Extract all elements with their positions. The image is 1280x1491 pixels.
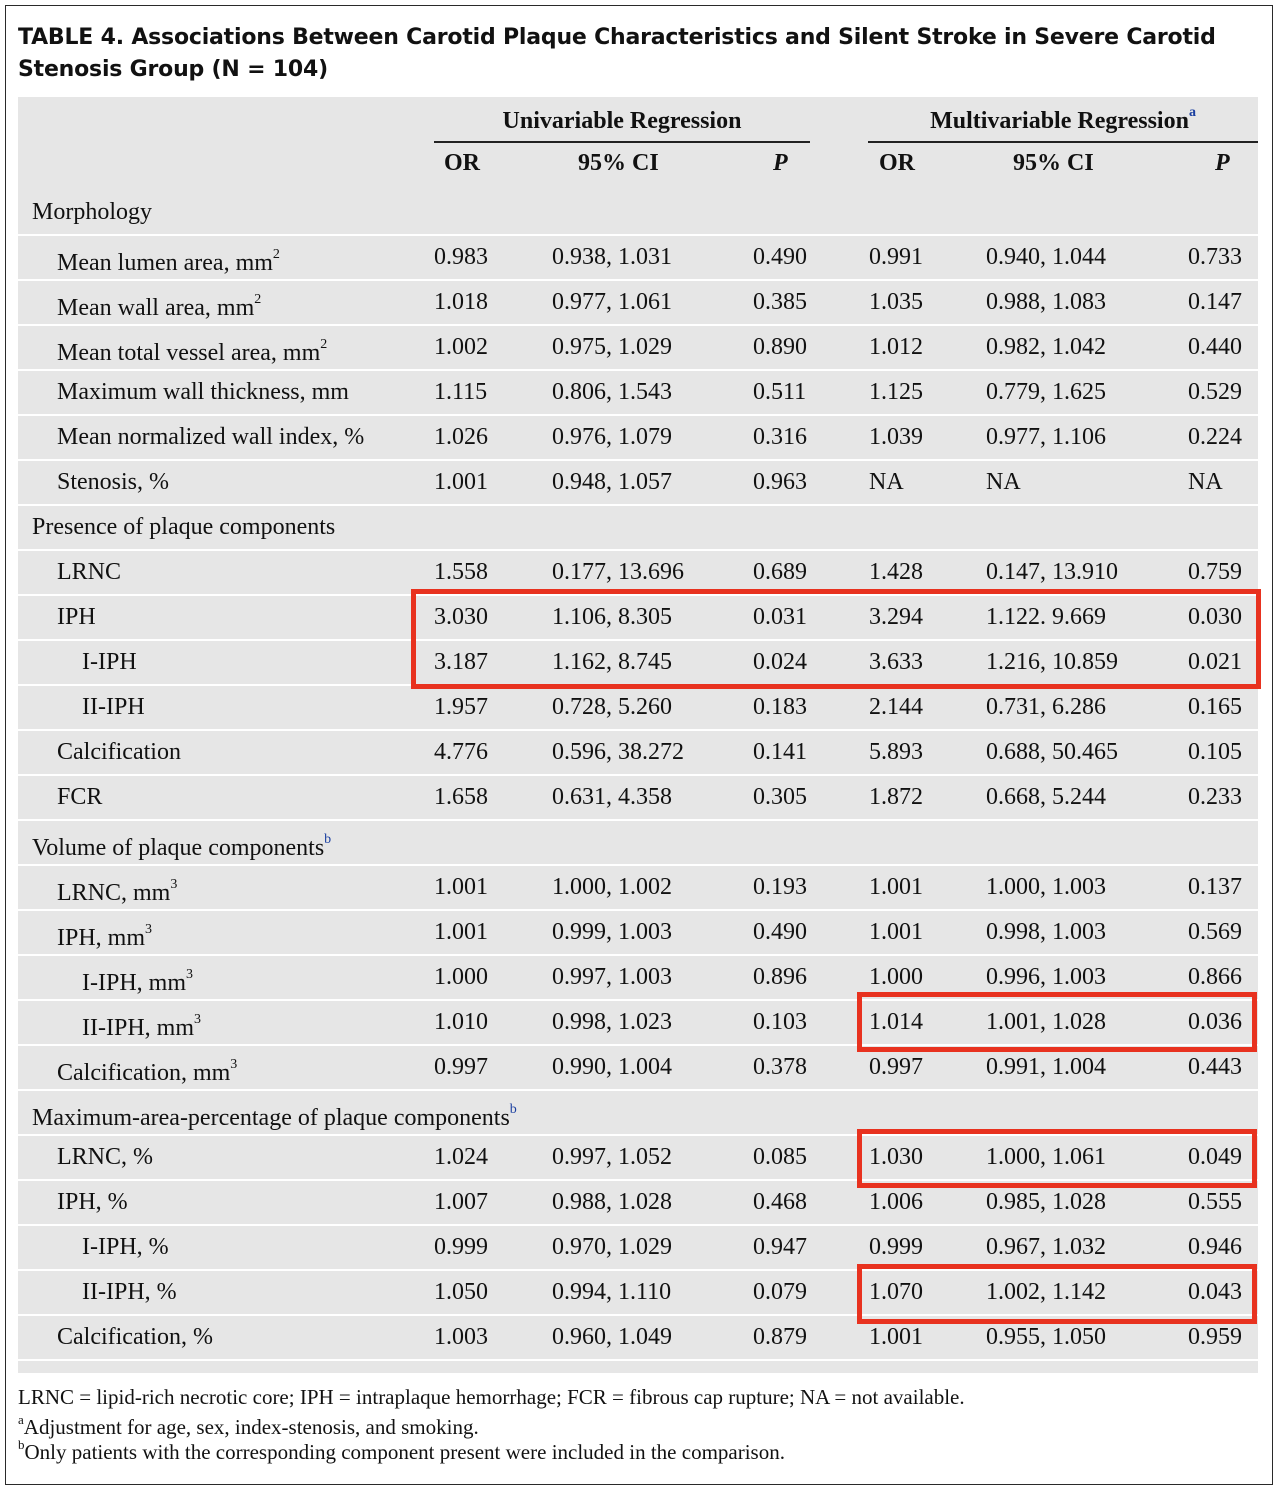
cell-ci-multivariable: 0.731, 6.286 bbox=[986, 694, 1106, 720]
cell-p-multivariable: 0.440 bbox=[1188, 334, 1242, 360]
cell-or-univariable: 0.983 bbox=[434, 244, 488, 270]
row-label-text: Mean lumen area, mm bbox=[57, 250, 273, 276]
cell-p-multivariable: 0.147 bbox=[1188, 289, 1242, 315]
section-footnote-ref: b bbox=[324, 832, 332, 847]
cell-ci-multivariable: 0.988, 1.083 bbox=[986, 289, 1106, 315]
cell-or-univariable: 1.024 bbox=[434, 1144, 488, 1170]
cell-ci-multivariable: 0.998, 1.003 bbox=[986, 919, 1106, 945]
col-header-p-multivariable: P bbox=[1215, 150, 1230, 176]
footnote-b-mark: b bbox=[18, 1437, 25, 1452]
cell-p-multivariable: 0.529 bbox=[1188, 379, 1242, 405]
row-label-unit-exponent: 3 bbox=[186, 967, 193, 982]
cell-or-multivariable: 1.001 bbox=[869, 1324, 923, 1350]
cell-or-multivariable: 1.039 bbox=[869, 424, 923, 450]
row-label-unit-exponent: 3 bbox=[230, 1057, 238, 1072]
footnote-a-text: Adjustment for age, sex, index-stenosis, and smoking. bbox=[23, 1415, 479, 1439]
table-row bbox=[18, 370, 1258, 415]
cell-ci-univariable: 0.977, 1.061 bbox=[552, 289, 672, 315]
row-label-text: FCR bbox=[57, 784, 103, 810]
cell-or-univariable: 3.030 bbox=[434, 604, 488, 630]
cell-ci-multivariable: 0.668, 5.244 bbox=[986, 784, 1106, 810]
row-label-text: I-IPH, mm bbox=[82, 970, 186, 996]
row-label bbox=[82, 685, 145, 730]
row-label-text: IPH, % bbox=[57, 1189, 128, 1215]
cell-or-univariable: 1.050 bbox=[434, 1279, 488, 1305]
cell-ci-univariable: 0.990, 1.004 bbox=[552, 1054, 672, 1080]
cell-or-univariable: 3.187 bbox=[434, 649, 488, 675]
cell-ci-univariable: 0.938, 1.031 bbox=[552, 244, 672, 270]
cell-p-univariable: 0.879 bbox=[753, 1324, 807, 1350]
section-label bbox=[32, 1090, 517, 1135]
row-label bbox=[57, 775, 102, 820]
row-label bbox=[82, 955, 193, 1000]
cell-p-univariable: 0.511 bbox=[753, 379, 807, 405]
cell-p-univariable: 0.689 bbox=[753, 559, 807, 585]
table-row bbox=[18, 460, 1258, 505]
cell-or-univariable: 0.999 bbox=[434, 1234, 488, 1260]
cell-ci-univariable: 0.631, 4.358 bbox=[552, 784, 672, 810]
row-divider bbox=[18, 1359, 1258, 1361]
cell-ci-multivariable: 0.977, 1.106 bbox=[986, 424, 1106, 450]
cell-ci-univariable: 0.806, 1.543 bbox=[552, 379, 672, 405]
row-label bbox=[82, 1225, 169, 1270]
cell-or-univariable: 1.001 bbox=[434, 919, 488, 945]
row-label bbox=[57, 415, 364, 460]
section-label-text: Presence of plaque components bbox=[32, 514, 336, 540]
section-label bbox=[32, 505, 335, 550]
col-header-or-multivariable: OR bbox=[879, 150, 915, 176]
table-row bbox=[18, 235, 1258, 280]
row-label bbox=[57, 460, 169, 505]
univariable-rule bbox=[434, 141, 810, 143]
cell-ci-univariable: 0.997, 1.052 bbox=[552, 1144, 672, 1170]
section-header-row bbox=[18, 820, 1258, 865]
table-row bbox=[18, 325, 1258, 370]
section-label bbox=[32, 190, 152, 235]
univariable-header-label: Univariable Regression bbox=[502, 108, 742, 134]
cell-or-univariable: 1.026 bbox=[434, 424, 488, 450]
cell-or-multivariable: 2.144 bbox=[869, 694, 923, 720]
footnote-b bbox=[18, 1434, 785, 1465]
cell-p-multivariable: 0.443 bbox=[1188, 1054, 1242, 1080]
section-label-text: Maximum-area-percentage of plaque components bbox=[32, 1105, 510, 1131]
cell-p-multivariable: 0.759 bbox=[1188, 559, 1242, 585]
cell-p-univariable: 0.490 bbox=[753, 244, 807, 270]
cell-or-multivariable: 0.999 bbox=[869, 1234, 923, 1260]
cell-p-multivariable: 0.224 bbox=[1188, 424, 1242, 450]
cell-ci-multivariable: 0.940, 1.044 bbox=[986, 244, 1106, 270]
table-row bbox=[18, 415, 1258, 460]
cell-p-multivariable: 0.021 bbox=[1188, 649, 1242, 675]
cell-ci-univariable: 0.960, 1.049 bbox=[552, 1324, 672, 1350]
cell-or-univariable: 1.000 bbox=[434, 964, 488, 990]
footnote-a-mark: a bbox=[18, 1412, 24, 1427]
cell-p-univariable: 0.141 bbox=[753, 739, 807, 765]
cell-ci-multivariable: 0.688, 50.465 bbox=[986, 739, 1118, 765]
cell-or-univariable: 1.001 bbox=[434, 469, 488, 495]
row-label-text: Mean normalized wall index, % bbox=[57, 424, 365, 450]
section-label-text: Volume of plaque components bbox=[32, 835, 325, 861]
row-label-text: II-IPH, mm bbox=[82, 1015, 194, 1041]
table-title: TABLE 4. Associations Between Carotid Plaque Characteristics and Silent Stroke in Severe Carotid Stenosis Group (N = 104) bbox=[18, 25, 1216, 82]
highlight-box-iph-presence bbox=[411, 589, 1261, 689]
highlight-box-lrnc-percentage bbox=[857, 1129, 1257, 1188]
cell-or-univariable: 1.018 bbox=[434, 289, 488, 315]
multivariable-rule bbox=[868, 141, 1258, 143]
cell-p-multivariable: 0.959 bbox=[1188, 1324, 1242, 1350]
table-row bbox=[18, 910, 1258, 955]
cell-or-multivariable: 1.030 bbox=[869, 1144, 923, 1170]
row-label-text: IPH bbox=[57, 604, 96, 630]
cell-p-univariable: 0.490 bbox=[753, 919, 807, 945]
row-label bbox=[57, 865, 177, 910]
cell-p-univariable: 0.468 bbox=[753, 1189, 807, 1215]
cell-or-multivariable: NA bbox=[869, 469, 904, 495]
row-label bbox=[57, 1180, 128, 1225]
cell-p-univariable: 0.947 bbox=[753, 1234, 807, 1260]
cell-p-multivariable: 0.030 bbox=[1188, 604, 1242, 630]
cell-p-univariable: 0.305 bbox=[753, 784, 807, 810]
row-label bbox=[57, 325, 327, 370]
multivariable-footnote-ref: a bbox=[1188, 105, 1196, 120]
cell-ci-univariable: 0.596, 38.272 bbox=[552, 739, 684, 765]
section-footnote-ref: b bbox=[509, 1102, 517, 1117]
cell-or-univariable: 4.776 bbox=[434, 739, 488, 765]
row-label-text: I-IPH, % bbox=[82, 1234, 169, 1260]
cell-p-multivariable: 0.165 bbox=[1188, 694, 1242, 720]
cell-ci-univariable: 0.948, 1.057 bbox=[552, 469, 672, 495]
row-label bbox=[57, 1045, 237, 1090]
multivariable-header bbox=[868, 105, 1258, 135]
section-header-row bbox=[18, 505, 1258, 550]
cell-or-multivariable: 1.070 bbox=[869, 1279, 923, 1305]
table-row bbox=[18, 775, 1258, 820]
footnote-abbreviations: LRNC = lipid-rich necrotic core; IPH = intraplaque hemorrhage; FCR = fibrous cap rupture; NA = not available. bbox=[18, 1385, 965, 1409]
row-label-unit-exponent: 3 bbox=[145, 922, 153, 937]
footnote-b-text: Only patients with the corresponding component present were included in the comparison. bbox=[24, 1440, 785, 1464]
cell-ci-univariable: 0.177, 13.696 bbox=[552, 559, 684, 585]
row-label-unit-exponent: 2 bbox=[272, 247, 280, 262]
table-row bbox=[18, 280, 1258, 325]
cell-or-univariable: 1.001 bbox=[434, 874, 488, 900]
section-header-row bbox=[18, 190, 1258, 235]
row-label-text: Mean total vessel area, mm bbox=[57, 340, 321, 366]
row-label-text: Stenosis, % bbox=[57, 469, 170, 495]
section-label-text: Morphology bbox=[32, 199, 152, 225]
cell-ci-univariable: 0.997, 1.003 bbox=[552, 964, 672, 990]
cell-or-univariable: 1.002 bbox=[434, 334, 488, 360]
cell-or-multivariable: 1.000 bbox=[869, 964, 923, 990]
highlight-box-ii-iph-volume bbox=[857, 992, 1257, 1052]
cell-p-multivariable: 0.733 bbox=[1188, 244, 1242, 270]
table-row bbox=[18, 730, 1258, 775]
cell-ci-univariable: 0.970, 1.029 bbox=[552, 1234, 672, 1260]
row-label bbox=[82, 1270, 177, 1315]
multivariable-header-label: Multivariable Regression bbox=[930, 108, 1189, 134]
cell-ci-univariable: 0.998, 1.023 bbox=[552, 1009, 672, 1035]
cell-p-multivariable: NA bbox=[1188, 469, 1223, 495]
table-row bbox=[18, 685, 1258, 730]
cell-p-multivariable: 0.043 bbox=[1188, 1279, 1242, 1305]
row-label-unit-exponent: 3 bbox=[193, 1012, 201, 1027]
cell-or-multivariable: 0.991 bbox=[869, 244, 923, 270]
cell-p-univariable: 0.963 bbox=[753, 469, 807, 495]
cell-ci-multivariable: 1.000, 1.061 bbox=[986, 1144, 1106, 1170]
cell-p-univariable: 0.031 bbox=[753, 604, 807, 630]
cell-p-univariable: 0.085 bbox=[753, 1144, 807, 1170]
cell-p-multivariable: 0.866 bbox=[1188, 964, 1242, 990]
cell-p-univariable: 0.378 bbox=[753, 1054, 807, 1080]
table-row bbox=[18, 865, 1258, 910]
cell-ci-multivariable: 0.147, 13.910 bbox=[986, 559, 1118, 585]
cell-ci-multivariable: 1.000, 1.003 bbox=[986, 874, 1106, 900]
col-header-ci-univariable: 95% CI bbox=[578, 150, 659, 176]
cell-p-univariable: 0.193 bbox=[753, 874, 807, 900]
cell-ci-multivariable: NA bbox=[986, 469, 1021, 495]
row-label-text: IPH, mm bbox=[57, 925, 146, 951]
row-label-unit-exponent: 2 bbox=[320, 337, 328, 352]
cell-ci-multivariable: 1.216, 10.859 bbox=[986, 649, 1118, 675]
cell-p-univariable: 0.890 bbox=[753, 334, 807, 360]
cell-ci-multivariable: 0.967, 1.032 bbox=[986, 1234, 1106, 1260]
cell-ci-univariable: 0.975, 1.029 bbox=[552, 334, 672, 360]
cell-p-univariable: 0.183 bbox=[753, 694, 807, 720]
row-label-unit-exponent: 2 bbox=[254, 292, 262, 307]
row-label bbox=[57, 280, 261, 325]
cell-or-multivariable: 1.012 bbox=[869, 334, 923, 360]
cell-or-multivariable: 0.997 bbox=[869, 1054, 923, 1080]
cell-ci-univariable: 0.994, 1.110 bbox=[552, 1279, 672, 1305]
cell-ci-univariable: 0.988, 1.028 bbox=[552, 1189, 672, 1215]
cell-ci-multivariable: 0.985, 1.028 bbox=[986, 1189, 1106, 1215]
cell-ci-multivariable: 1.001, 1.028 bbox=[986, 1009, 1106, 1035]
row-label-text: II-IPH, % bbox=[82, 1279, 177, 1305]
cell-ci-univariable: 0.976, 1.079 bbox=[552, 424, 672, 450]
cell-ci-multivariable: 0.779, 1.625 bbox=[986, 379, 1106, 405]
cell-p-univariable: 0.896 bbox=[753, 964, 807, 990]
cell-or-multivariable: 1.001 bbox=[869, 919, 923, 945]
cell-or-multivariable: 1.125 bbox=[869, 379, 923, 405]
cell-or-univariable: 1.115 bbox=[434, 379, 488, 405]
cell-or-multivariable: 5.893 bbox=[869, 739, 923, 765]
row-label-text: I-IPH bbox=[82, 649, 137, 675]
cell-ci-multivariable: 0.955, 1.050 bbox=[986, 1324, 1106, 1350]
row-label bbox=[82, 640, 137, 685]
cell-p-multivariable: 0.233 bbox=[1188, 784, 1242, 810]
row-label bbox=[57, 235, 280, 280]
col-header-p-univariable: P bbox=[773, 150, 788, 176]
cell-p-multivariable: 0.105 bbox=[1188, 739, 1242, 765]
row-label-text: Mean wall area, mm bbox=[57, 295, 255, 321]
cell-ci-multivariable: 0.982, 1.042 bbox=[986, 334, 1106, 360]
cell-p-multivariable: 0.569 bbox=[1188, 919, 1242, 945]
cell-or-univariable: 1.010 bbox=[434, 1009, 488, 1035]
cell-p-multivariable: 0.036 bbox=[1188, 1009, 1242, 1035]
row-label bbox=[57, 370, 349, 415]
cell-ci-univariable: 1.000, 1.002 bbox=[552, 874, 672, 900]
cell-or-univariable: 1.558 bbox=[434, 559, 488, 585]
cell-or-multivariable: 1.035 bbox=[869, 289, 923, 315]
cell-or-univariable: 1.957 bbox=[434, 694, 488, 720]
cell-p-univariable: 0.316 bbox=[753, 424, 807, 450]
cell-ci-multivariable: 0.996, 1.003 bbox=[986, 964, 1106, 990]
cell-p-multivariable: 0.137 bbox=[1188, 874, 1242, 900]
highlight-box-ii-iph-percentage bbox=[857, 1264, 1257, 1324]
row-label bbox=[82, 1000, 201, 1045]
row-label-text: Calcification, % bbox=[57, 1324, 213, 1350]
row-label bbox=[57, 730, 181, 775]
row-label-text: Calcification bbox=[57, 739, 181, 765]
cell-p-univariable: 0.103 bbox=[753, 1009, 807, 1035]
row-label-text: Maximum wall thickness, mm bbox=[57, 379, 349, 405]
row-label bbox=[57, 1135, 153, 1180]
col-header-ci-multivariable: 95% CI bbox=[1013, 150, 1094, 176]
cell-ci-univariable: 1.106, 8.305 bbox=[552, 604, 672, 630]
cell-p-univariable: 0.079 bbox=[753, 1279, 807, 1305]
col-header-or-univariable: OR bbox=[444, 150, 480, 176]
cell-or-univariable: 0.997 bbox=[434, 1054, 488, 1080]
row-label bbox=[57, 1315, 213, 1360]
row-label-text: LRNC bbox=[57, 559, 122, 585]
cell-ci-multivariable: 1.002, 1.142 bbox=[986, 1279, 1106, 1305]
row-label-text: Calcification, mm bbox=[57, 1060, 231, 1086]
cell-or-multivariable: 1.428 bbox=[869, 559, 923, 585]
cell-ci-univariable: 1.162, 8.745 bbox=[552, 649, 672, 675]
cell-p-multivariable: 0.946 bbox=[1188, 1234, 1242, 1260]
row-label-text: LRNC, mm bbox=[57, 880, 171, 906]
cell-p-univariable: 0.024 bbox=[753, 649, 807, 675]
cell-or-multivariable: 3.633 bbox=[869, 649, 923, 675]
row-label bbox=[57, 595, 96, 640]
cell-ci-multivariable: 0.991, 1.004 bbox=[986, 1054, 1106, 1080]
row-label bbox=[57, 550, 121, 595]
univariable-header bbox=[434, 108, 810, 135]
section-label bbox=[32, 820, 331, 865]
cell-or-multivariable: 1.872 bbox=[869, 784, 923, 810]
cell-or-univariable: 1.658 bbox=[434, 784, 488, 810]
cell-ci-multivariable: 1.122. 9.669 bbox=[986, 604, 1106, 630]
row-label-unit-exponent: 3 bbox=[170, 877, 178, 892]
cell-p-multivariable: 0.049 bbox=[1188, 1144, 1242, 1170]
cell-or-multivariable: 1.006 bbox=[869, 1189, 923, 1215]
cell-or-multivariable: 1.001 bbox=[869, 874, 923, 900]
cell-or-univariable: 1.007 bbox=[434, 1189, 488, 1215]
cell-or-multivariable: 1.014 bbox=[869, 1009, 923, 1035]
cell-p-univariable: 0.385 bbox=[753, 289, 807, 315]
row-label-text: II-IPH bbox=[82, 694, 145, 720]
row-label-text: LRNC, % bbox=[57, 1144, 153, 1170]
cell-ci-univariable: 0.728, 5.260 bbox=[552, 694, 672, 720]
cell-p-multivariable: 0.555 bbox=[1188, 1189, 1242, 1215]
cell-or-univariable: 1.003 bbox=[434, 1324, 488, 1350]
cell-ci-univariable: 0.999, 1.003 bbox=[552, 919, 672, 945]
cell-or-multivariable: 3.294 bbox=[869, 604, 923, 630]
row-label bbox=[57, 910, 152, 955]
